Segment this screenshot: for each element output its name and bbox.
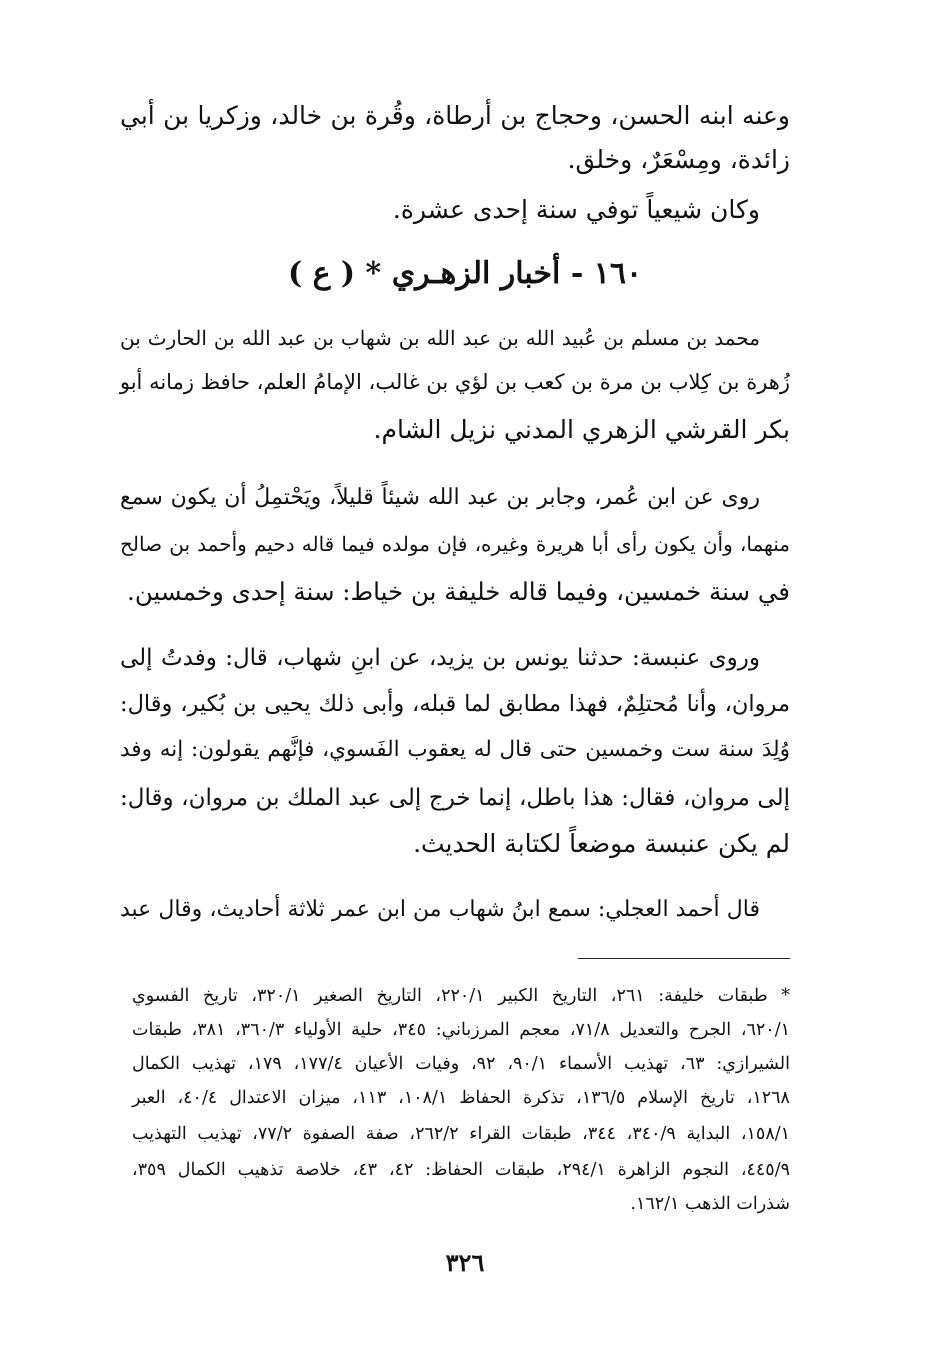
entry-heading: ١٦٠ - أخبار الزهـري * ( ع ) xyxy=(287,256,643,291)
body-line: مروان، وأنا مُحتلِمٌ، فهذا مطابق لما قبله، وأبى ذلك يحيى بن بُكير، وقال: xyxy=(120,691,790,717)
page-number: ٣٢٦ xyxy=(445,1248,485,1277)
body-line: إلى مروان، فقال: هذا باطل، إنما خرج إلى عبد الملك بن مروان، وقال: xyxy=(120,785,790,811)
body-line: زائدة، ومِسْعَرٌ، وخلق. xyxy=(567,145,790,174)
footnote-line: ١٢٦٨، تاريخ الإسلام ١٣٦/٥، تذكرة الحفاظ ١٠٨/١، ١١٣، ميزان الاعتدال ٤٠/٤، العبر xyxy=(132,1088,790,1108)
body-line: في سنة خمسين، وفيما قاله خليفة بن خياط: سنة إحدى وخمسين. xyxy=(127,577,790,606)
footnote-line: الشيرازي: ٦٣، تهذيب الأسماء ٩٠/١، ٩٢، وفيات الأعيان ١٧٧/٤، ١٧٩، تهذيب الكمال xyxy=(132,1054,790,1074)
body-line: وكان شيعياً توفي سنة إحدى عشرة. xyxy=(392,195,760,224)
body-line: محمد بن مسلم بن عُبيد الله بن عبد الله بن شهاب بن عبد الله بن الحارث بن xyxy=(120,326,760,350)
body-line: لم يكن عنبسة موضعاً لكتابة الحديث. xyxy=(413,829,790,858)
body-line: منهما، وأن يكون رأى أبا هريرة وغيره، فإن مولده فيما قاله دحيم وأحمد بن صالح xyxy=(120,532,790,556)
footnote-line: ١٥٨/١، البداية ٣٤٠/٩، ٣٤٤، طبقات القراء ٢٦٢/٢، صفة الصفوة ٧٧/٢، تهذيب التهذيب xyxy=(132,1124,791,1144)
body-line: وُلِدَ سنة ست وخمسين حتى قال له يعقوب الفَسوي، فإنَّهم يقولون: إنه وفد xyxy=(120,737,790,762)
footnote-line: ٦٢٠/١، الجرح والتعديل ٧١/٨، معجم المرزباني: ٣٤٥، حلية الأولياء ٣٦٠/٣، ٣٨١، طبقات xyxy=(132,1020,790,1040)
footnote-rule xyxy=(578,958,790,959)
body-line: روى عن ابن عُمر، وجابر بن عبد الله شيئاً قليلاً، ويَحْتمِلُ أن يكون سمع xyxy=(120,485,760,510)
body-line: بكر القرشي الزهري المدني نزيل الشام. xyxy=(373,415,790,444)
body-line: وروى عنبسة: حدثنا يونس بن يزيد، عن ابنِ شهاب، قال: وفدتُ إلى xyxy=(120,645,760,671)
footnote-line: * طبقات خليفة: ٢٦١، التاريخ الكبير ٢٢٠/١، التاريخ الصغير ٣٢٠/١، تاريخ الفسوي xyxy=(132,986,790,1006)
body-line: وعنه ابنه الحسن، وحجاج بن أرطاة، وقُرة بن خالد، وزكريا بن أبي xyxy=(120,101,790,130)
body-line: قال أحمد العجلي: سمع ابنُ شهاب من ابن عمر ثلاثة أحاديث، وقال عبد xyxy=(120,897,760,922)
footnote-line: شذرات الذهب ١٦٢/١. xyxy=(630,1194,790,1214)
footnote-line: ٤٤٥/٩، النجوم الزاهرة ٢٩٤/١، طبقات الحفاظ: ٤٢، ٤٣، خلاصة تذهيب الكمال ٣٥٩، xyxy=(132,1160,790,1180)
body-line: زُهرة بن كِلاب بن مرة بن كعب بن لؤي بن غالب، الإمامُ العلم، حافظ زمانه أبو xyxy=(119,370,790,394)
